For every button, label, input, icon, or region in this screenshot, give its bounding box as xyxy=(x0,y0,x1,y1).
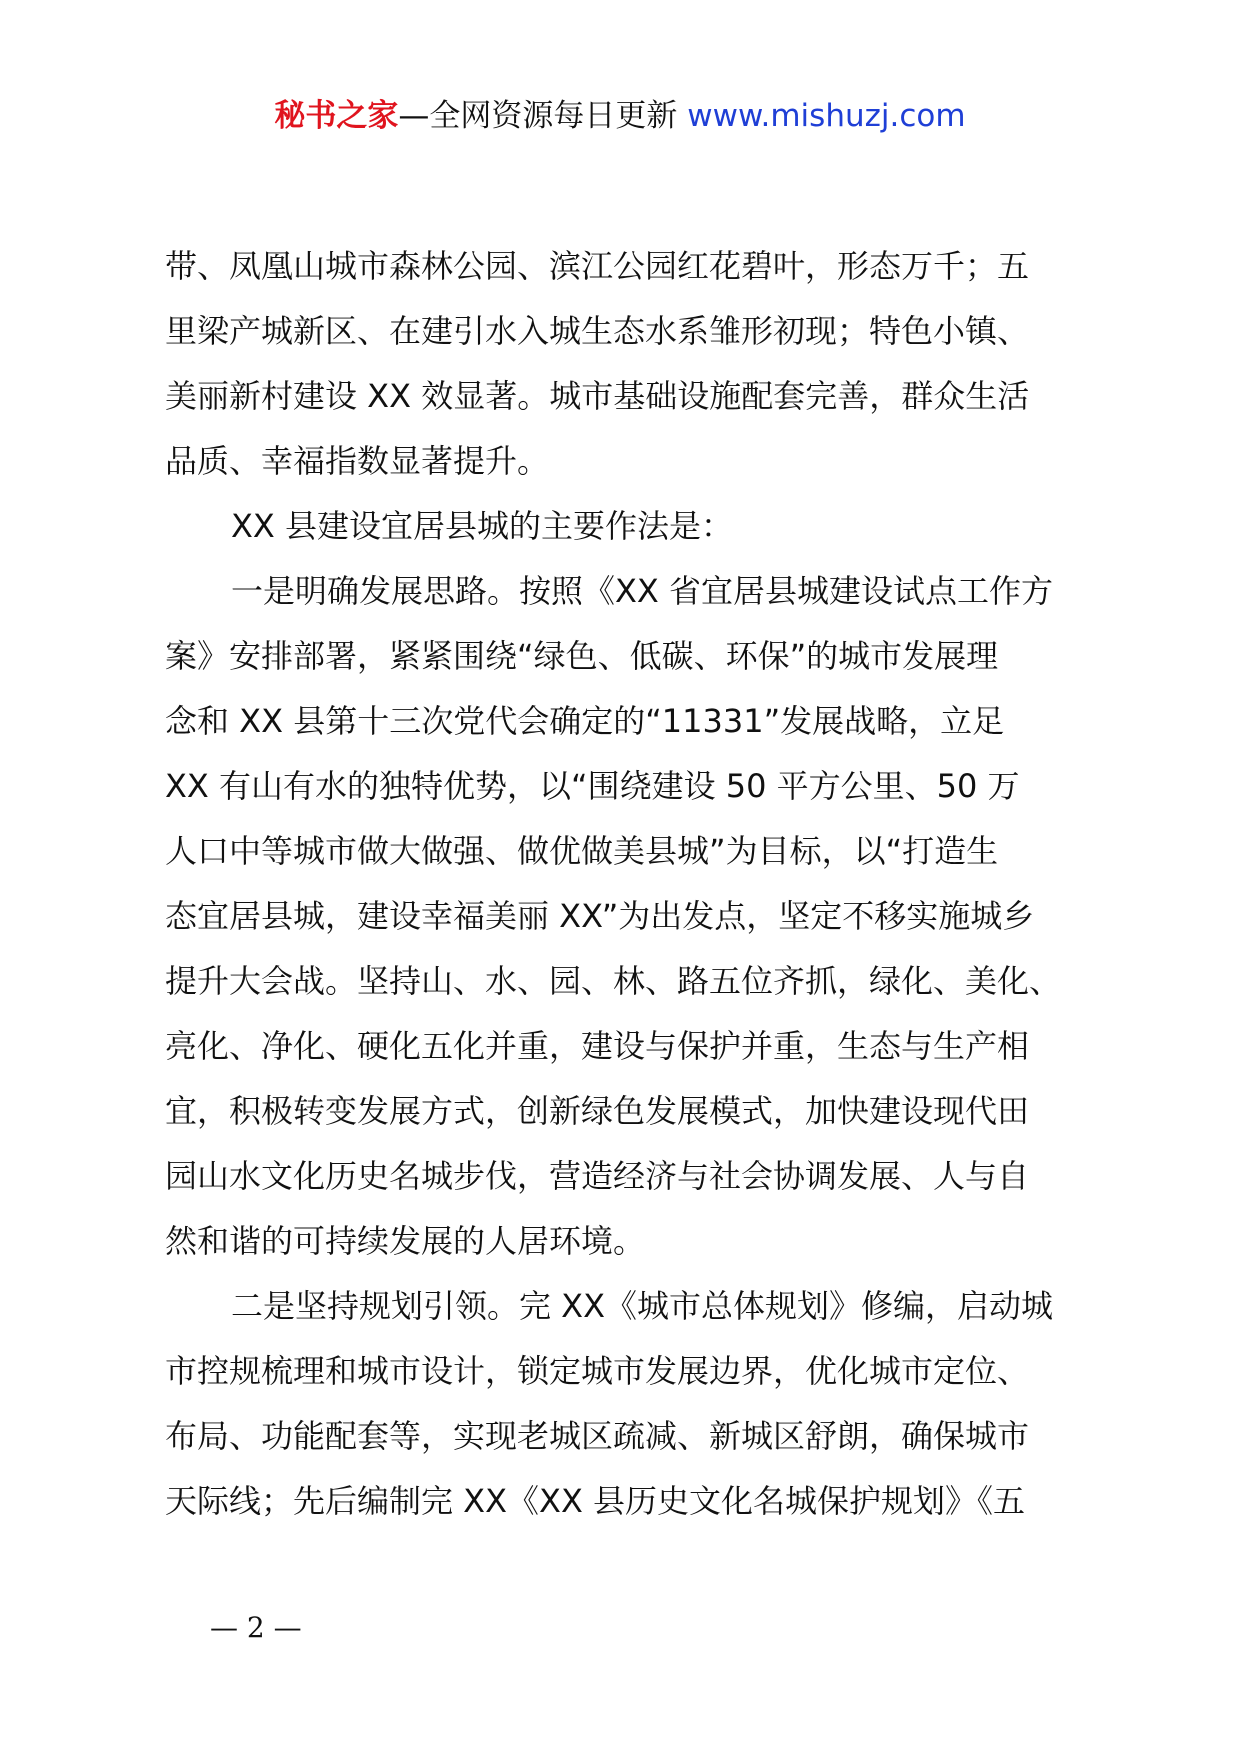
text-line: XX 有山有水的独特优势，以“围绕建设 50 平方公里、50 万 xyxy=(165,767,1020,805)
text-line: 美丽新村建设 XX 效显著。城市基础设施配套完善，群众生活 xyxy=(165,377,1030,415)
text-line: 带、凤凰山城市森林公园、滨江公园红花碧叶，形态万千；五 xyxy=(165,247,1030,285)
text-line: 市控规梳理和城市设计，锁定城市发展边界，优化城市定位、 xyxy=(165,1352,1030,1390)
text-line: 念和 XX 县第十三次党代会确定的“11331”发展战略，立足 xyxy=(165,702,1005,740)
text-line: XX 县建设宜居县城的主要作法是： xyxy=(231,507,734,545)
text-line: 品质、幸福指数显著提升。 xyxy=(165,442,550,480)
text-line: 然和谐的可持续发展的人居环境。 xyxy=(165,1222,646,1260)
text-line: 一是明确发展思路。按照《XX 省宜居县城建设试点工作方 xyxy=(231,572,1054,610)
page-header xyxy=(0,96,1240,136)
text-line: 二是坚持规划引领。完 XX《城市总体规划》修编，启动城 xyxy=(231,1287,1054,1325)
text-line: 天际线；先后编制完 XX《XX 县历史文化名城保护规划》《五 xyxy=(165,1482,1026,1520)
text-line: 里梁产城新区、在建引水入城生态水系雏形初现；特色小镇、 xyxy=(165,312,1030,350)
document-body xyxy=(165,234,1085,1534)
text-line: 人口中等城市做大做强、做优做美县城”为目标，以“打造生 xyxy=(165,832,999,870)
text-line: 园山水文化历史名城步伐，营造经济与社会协调发展、人与自 xyxy=(165,1157,1030,1195)
text-line: 布局、功能配套等，实现老城区疏减、新城区舒朗，确保城市 xyxy=(165,1417,1030,1455)
site-tagline: —全网资源每日更新 xyxy=(398,98,678,134)
page-number: — 2 — xyxy=(210,1611,302,1644)
text-line: 态宜居县城，建设幸福美丽 XX”为出发点，坚定不移实施城乡 xyxy=(165,897,1035,935)
text-line: 提升大会战。坚持山、水、园、林、路五位齐抓，绿化、美化、 xyxy=(165,962,1062,1000)
site-brand: 秘书之家 xyxy=(274,98,399,134)
text-line: 案》安排部署，紧紧围绕“绿色、低碳、环保”的城市发展理 xyxy=(165,637,999,675)
site-url-link[interactable]: www.mishuzj.com xyxy=(687,98,966,134)
text-line: 宜，积极转变发展方式，创新绿色发展模式，加快建设现代田 xyxy=(165,1092,1030,1130)
text-line: 亮化、净化、硬化五化并重，建设与保护并重，生态与生产相 xyxy=(165,1027,1030,1065)
